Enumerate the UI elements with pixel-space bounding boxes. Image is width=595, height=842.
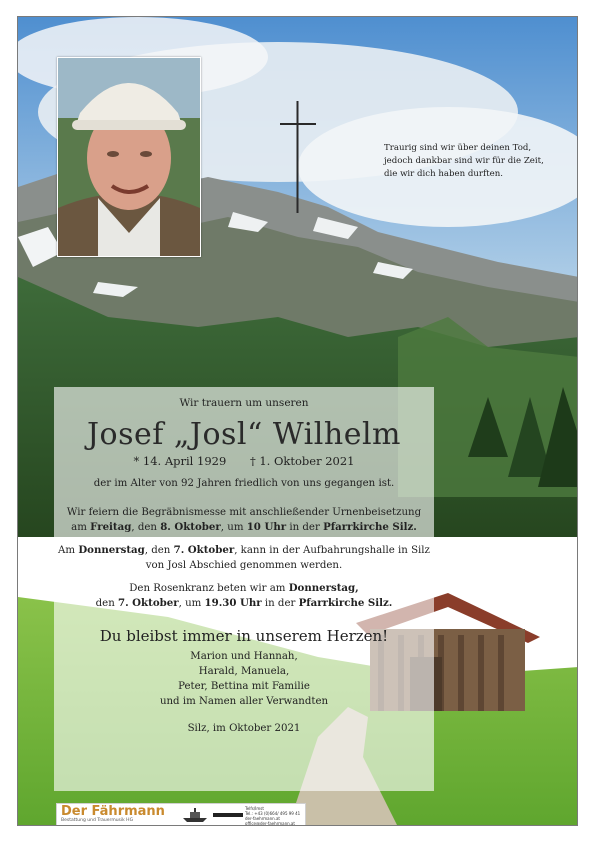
death-date: † 1. Oktober 2021 — [249, 454, 355, 468]
family-line: Harald, Manuela, — [198, 666, 290, 677]
family-line: und im Namen aller Verwandten — [159, 696, 329, 707]
rosary-line: den 7. Oktober, um 19.30 Uhr in der Pfarrkirche Silz. — [95, 597, 393, 609]
obituary-text — [54, 387, 434, 734]
verse-line: jedoch dankbar sind wir für die Zeit, — [384, 156, 544, 166]
contact-line: Telfs/Imst — [245, 806, 264, 811]
logo-contact — [245, 806, 303, 826]
age-line: der im Alter von 92 Jahren friedlich von uns gegangen ist. — [93, 478, 395, 489]
family-line: Peter, Bettina mit Familie — [178, 681, 310, 692]
motto: Du bleibst immer in unserem Herzen! — [99, 627, 389, 645]
logo-subtitle: Bestattung und Trauermusik HG — [61, 818, 134, 823]
life-dates — [54, 454, 434, 468]
funeral-home-logo — [56, 803, 306, 826]
family-line: Marion und Hannah, — [190, 651, 298, 662]
rosary-line: Den Rosenkranz beten wir am Donnerstag, — [129, 582, 359, 594]
farewell-paragraph — [54, 543, 434, 573]
farewell-line: von Josl Abschied genommen werden. — [145, 560, 343, 571]
farewell-line: Am Donnerstag, den 7. Oktober, kann in der Aufbahrungshalle in Silz — [58, 544, 430, 556]
portrait-photo — [57, 57, 201, 257]
verse-line: Traurig sind wir über deinen Tod, — [384, 143, 532, 153]
obituary-card — [17, 16, 578, 826]
ferry-icon — [181, 807, 209, 823]
logo-name: Der Fährmann — [61, 804, 165, 819]
rosary-paragraph — [54, 581, 434, 611]
deceased-name: Josef „Josl“ Wilhelm — [87, 417, 401, 452]
family-list — [54, 649, 434, 709]
funeral-mass-paragraph — [54, 505, 434, 535]
mass-line: am Freitag, den 8. Oktober, um 10 Uhr in der Pfarrkirche Silz. — [71, 521, 417, 533]
verse — [384, 142, 574, 181]
contact-line: der-faehrmann.at office@der-faehrmann.at — [245, 816, 295, 826]
logo-band — [213, 813, 243, 817]
intro-line: Wir trauern um unseren — [179, 397, 309, 409]
mass-line: Wir feiern die Begräbnismesse mit anschließender Urnenbeisetzung — [66, 507, 422, 518]
contact-line: Tel.: +43 (0)664/ 495 99 41 — [245, 811, 301, 816]
cross-icon — [280, 101, 316, 213]
place-date: Silz, im Oktober 2021 — [187, 723, 301, 734]
verse-line: die wir dich haben durften. — [384, 169, 503, 179]
birth-date: * 14. April 1929 — [133, 454, 227, 468]
